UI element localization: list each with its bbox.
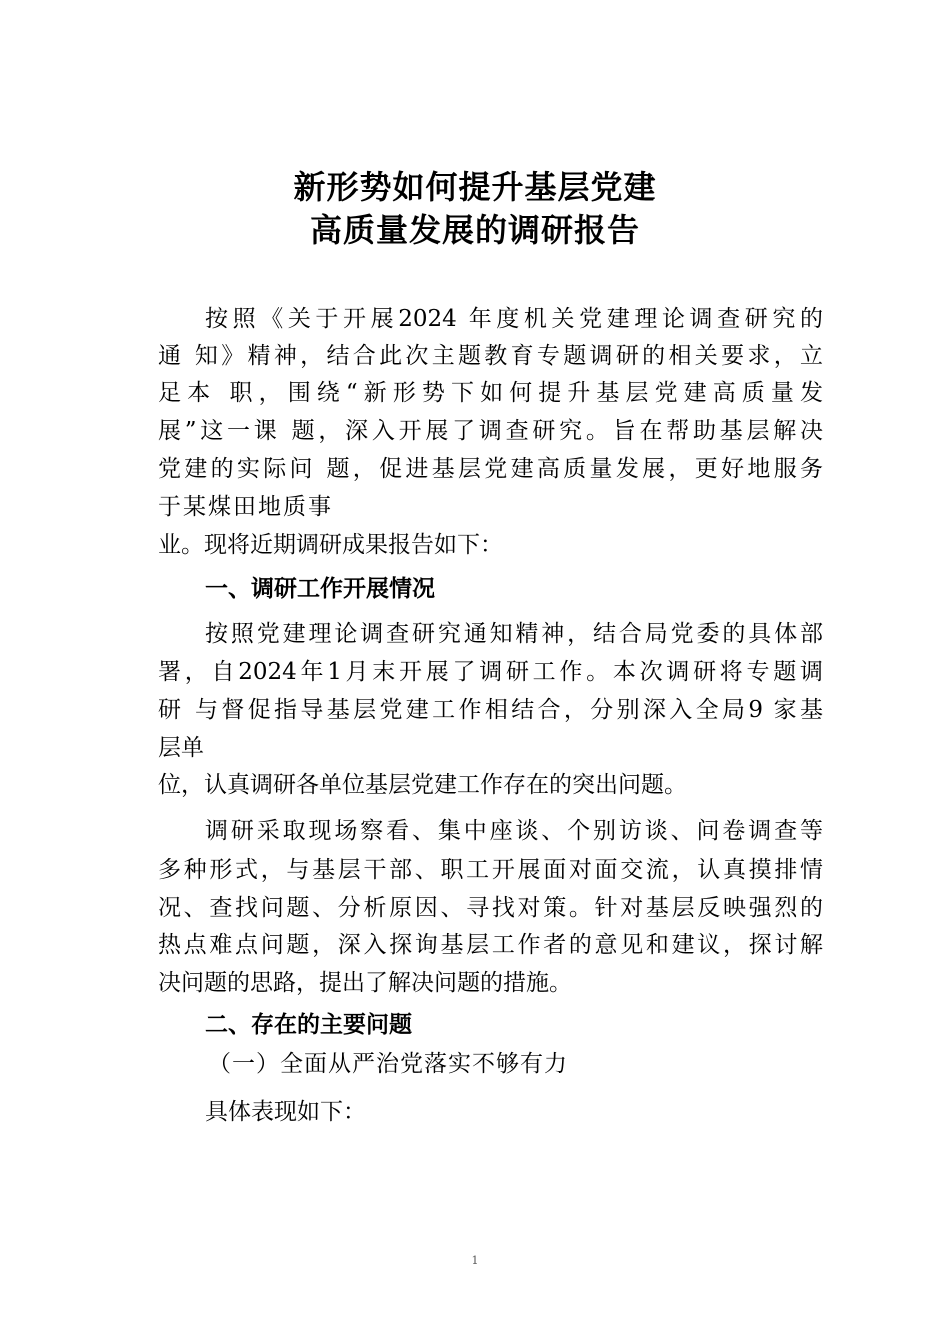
- section-1-para-1-line-2: 署，自2024年1月末开展了调研工作。本次调研将专题调: [158, 659, 823, 685]
- document-title-line-2: 高质量发展的调研报告: [309, 211, 640, 249]
- section-1-para-2-line-2: 多种形式，与基层干部、职工开展面对面交流，认真摸排情: [158, 857, 823, 883]
- intro-line-4: 展”这一课 题，深入开展了调查研究。旨在帮助基层解决: [158, 418, 823, 444]
- section-1-para-2-line-3: 况、查找问题、分析原因、寻找对策。针对基层反映强烈的: [158, 895, 823, 921]
- intro-line-1: 按照《关于开展2024 年度机关党建理论调查研究的: [205, 306, 823, 332]
- section-1-para-1-line-5: 位，认真调研各单位基层党建工作存在的突出问题。: [158, 772, 687, 798]
- page-number: 1: [471, 1254, 479, 1267]
- section-1-para-2-line-1: 调研采取现场察看、集中座谈、个别访谈、问卷调查等: [205, 818, 823, 844]
- section-1-heading: 一、调研工作开展情况: [205, 576, 435, 602]
- subsection-1-heading: （一）全面从严治党落实不够有力: [208, 1051, 568, 1077]
- intro-line-2: 通 知》精神，结合此次主题教育专题调研的相关要求，立: [158, 343, 823, 369]
- section-1-para-2-line-4: 热点难点问题，深入探询基层工作者的意见和建议，探讨解: [158, 932, 823, 958]
- intro-line-6: 于某煤田地质事: [158, 494, 333, 520]
- detail-lead-text: 具体表现如下：: [205, 1099, 366, 1125]
- document-title-line-1: 新形势如何提升基层党建: [293, 168, 657, 206]
- section-1-para-1-line-3: 研 与督促指导基层党建工作相结合，分别深入全局9 家基: [158, 697, 823, 723]
- intro-line-3: 足本 职，围绕“新形势下如何提升基层党建高质量发: [158, 380, 823, 406]
- section-1-para-2-line-5: 决问题的思路，提出了解决问题的措施。: [158, 970, 572, 996]
- intro-line-5: 党建的实际问 题，促进基层党建高质量发展，更好地服务: [158, 456, 823, 482]
- section-1-para-1-line-4: 层单: [158, 735, 204, 761]
- section-1-para-1-line-1: 按照党建理论调查研究通知精神，结合局党委的具体部: [205, 621, 823, 647]
- intro-line-7: 业。现将近期调研成果报告如下：: [158, 532, 503, 558]
- section-2-heading: 二、存在的主要问题: [205, 1012, 412, 1038]
